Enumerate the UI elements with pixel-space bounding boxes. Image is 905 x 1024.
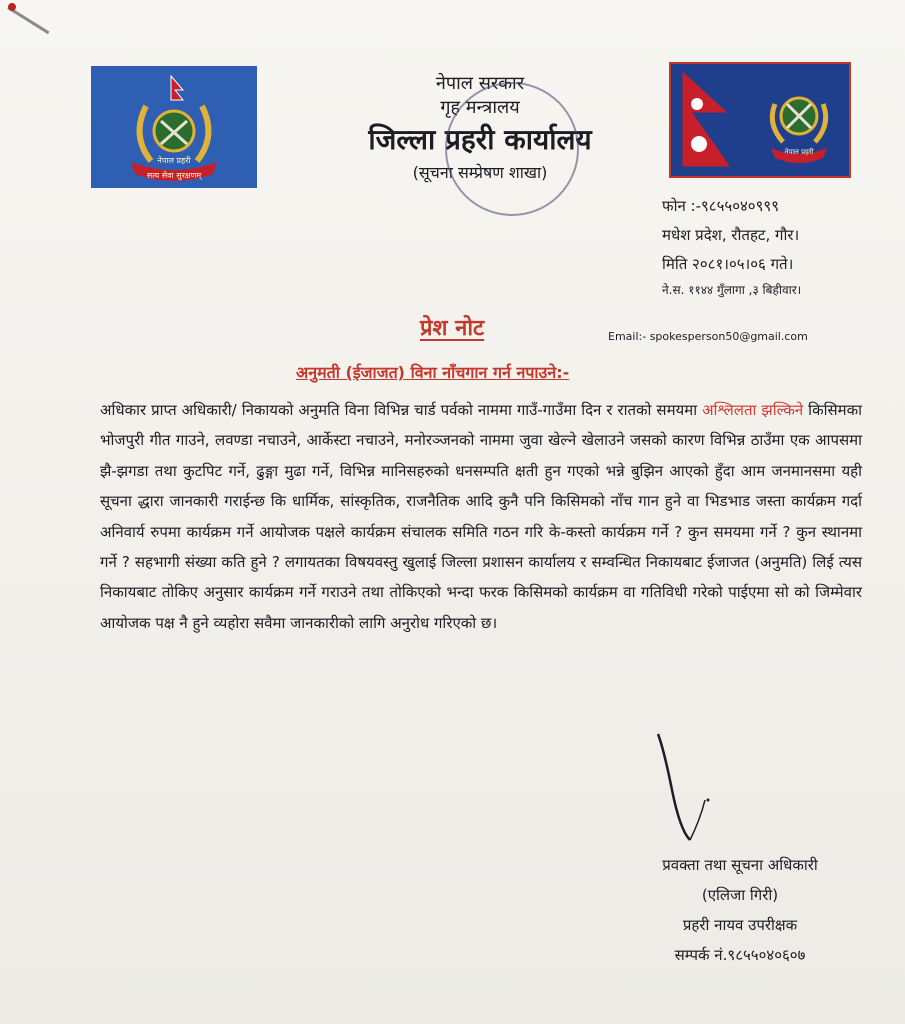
contact-block (662, 192, 892, 301)
office-name: जिल्ला प्रहरी कार्यालय (368, 123, 592, 156)
left-emblem-motto: सत्य सेवा सुरक्षणम् (146, 171, 202, 180)
signatory-name: (एलिजा गिरी) (701, 886, 779, 904)
signatory-role: प्रवक्ता तथा सूचना अधिकारी (662, 856, 818, 874)
email-address: Email:- spokesperson50@gmail.com (608, 330, 808, 343)
flag-emblem-right (669, 62, 851, 178)
office-stamp (445, 82, 579, 216)
notice-subtitle: अनुमती (ईजाजत) विना नाँचगान गर्न नपाउने:- (296, 363, 570, 382)
ministry-name: गृह मन्त्रालय (440, 97, 520, 118)
left-emblem-label: नेपाल प्रहरी (157, 156, 191, 165)
signatory-rank: प्रहरी नायव उपरीक्षक (682, 916, 798, 934)
pin-head-icon (8, 3, 16, 11)
phone-number: फोन :-९८५५०४०९९९ (662, 197, 780, 215)
signature-mark (650, 730, 720, 850)
body-text-part1: अधिकार प्राप्त अधिकारी/ निकायको अनुमति विना विभिन्न चार्ड पर्वको नाममा गाउँ-गाउँमा दिन र रातको समयमा (100, 401, 703, 419)
nepal-sambat-date: ने.स. ११४४ गुँलागा ,३ बिहीवार। (662, 283, 802, 297)
branch-name: (सूचना सम्प्रेषण शाखा) (412, 163, 548, 182)
body-text-part2: किसिमका भोजपुरी गीत गाउने, लवण्डा नचाउने, आर्केस्टा नचाउने, मनोरञ्जनको नाममा जुवा खेल्ने खेलाउने जसको कारण विभिन्न ठाउँमा एक आपसमा झै-झगडा तथा कुटपिट गर्ने, ढुङ्गा मुढा गर्ने, विभिन्न मानिसहरुको धनसम्पति क्षती हुन गएको भन्ने बुझिन आएको हुँदा आम जनमानसमा यही सूचना द्धारा जानकारी गराईन्छ कि धार्मिक, सांस्कृतिक, राजनैतिक आदि कुनै पनि किसिमको नाँच गान हुने वा भिडभाड जस्ता कार्यक्रम गर्दा अनिवार्य रुपमा कार्यक्रम गर्ने आयोजक पक्षले कार्यक्रम संचालक समिति गठन गरि के-कस्तो कार्यक्रम गर्ने ? कुन समयमा गर्ने ? कुन स्थानमा गर्ने ? सहभागी संख्या कति हुने ? लगायतका विषयवस्तु खुलाई जिल्ला प्रशासन कार्यालय र सम्वन्धित निकायबाट ईजाजत (अनुमति) लिई त्यस निकायबाट तोकिए अनुसार कार्यक्रम गर्ने गराउने तथा तोकिएको भन्दा फरक किसिमको कार्यक्रम वा गतिविधी गरेको पाईएमा सो को जिम्मेवार आयोजक पक्ष नै हुने व्यहोरा सवैमा जानकारीको लागि अनुरोध गरिएको छ। (100, 401, 862, 632)
body-highlight: अश्लिलता झल्किने (702, 401, 804, 419)
signatory-contact: सम्पर्क नं.९८५५०४०६०७ (674, 946, 806, 964)
government-name: नेपाल सरकार (435, 73, 525, 94)
police-emblem-left (91, 66, 257, 188)
signatory-block (620, 850, 860, 970)
press-note-title: प्रेश नोट (420, 316, 485, 341)
issue-date: मिति २०८१।०५।०६ गते। (662, 255, 794, 273)
right-emblem-label: नेपाल प्रहरी (784, 148, 814, 156)
nepal-flag-icon (671, 64, 849, 176)
office-address: मधेश प्रदेश, रौतहट, गौर। (662, 226, 800, 244)
notice-body (100, 395, 862, 638)
